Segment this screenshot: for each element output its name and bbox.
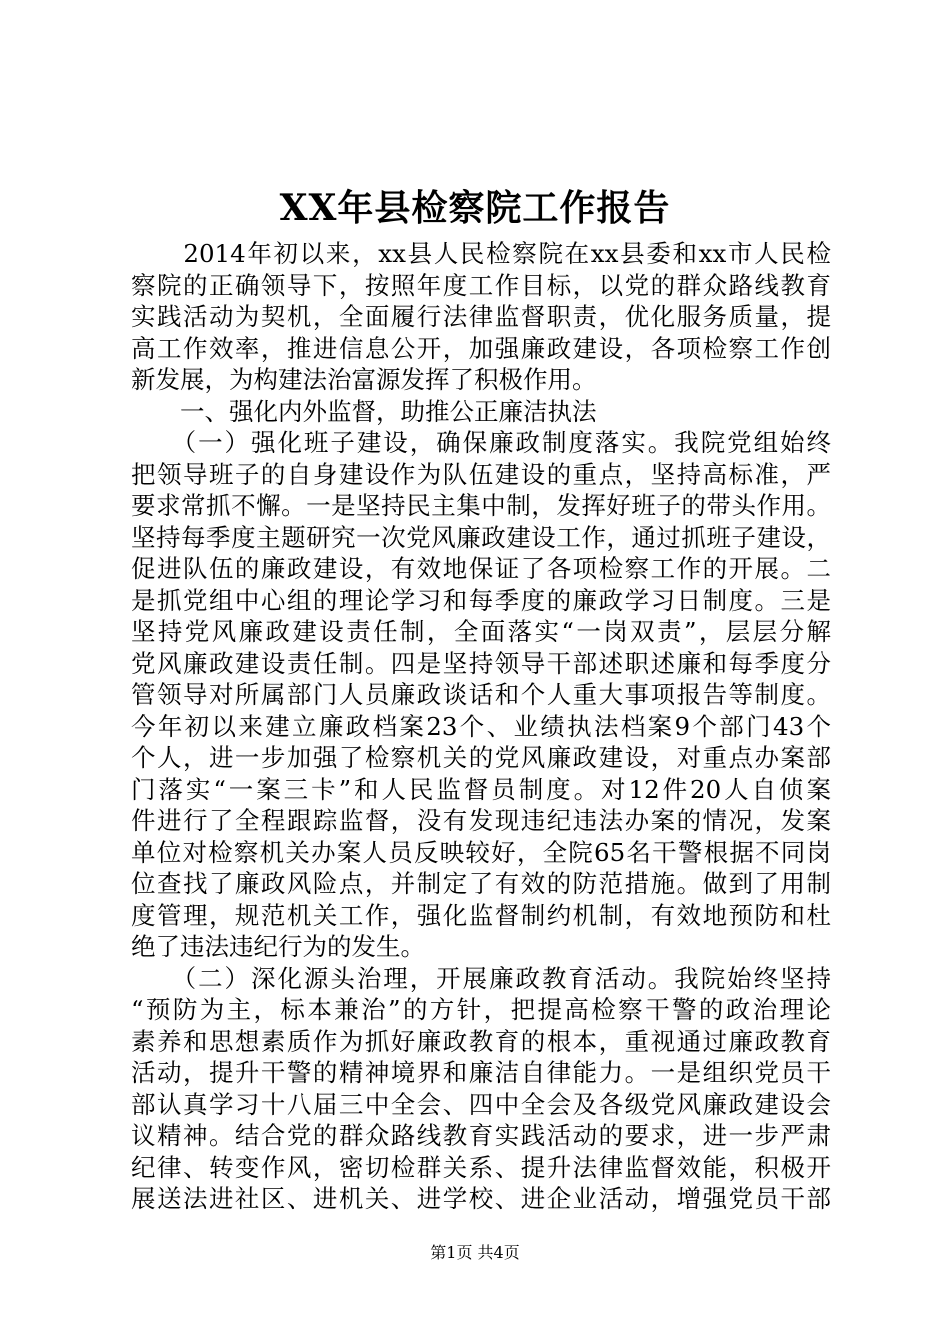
body-line: 素养和思想素质作为抓好廉政教育的根本，重视通过廉政教育 [131, 1026, 831, 1056]
body-line: 门落实“一案三卡”和人民监督员制度。对12件20人自侦案 [131, 774, 831, 804]
body-line: 坚持党风廉政建设责任制，全面落实“一岗双责”，层层分解 [131, 617, 831, 646]
body-line: 管领导对所属部门人员廉政谈话和个人重大事项报告等制度。 [131, 680, 831, 709]
body-line: 要求常抓不懈。一是坚持民主集中制，发挥好班子的带头作用。 [131, 491, 831, 520]
body-line: 促进队伍的廉政建设，有效地保证了各项检察工作的开展。二 [131, 554, 831, 583]
body-line: 活动，提升干警的精神境界和廉洁自律能力。一是组织党员干 [131, 1058, 831, 1087]
body-line: 度管理，规范机关工作，强化监督制约机制，有效地预防和杜 [131, 900, 831, 930]
body-line: 党风廉政建设责任制。四是坚持领导干部述职述廉和每季度分 [131, 648, 831, 678]
body-line: 部认真学习十八届三中全会、四中全会及各级党风廉政建设会 [131, 1089, 831, 1119]
body-line: 纪律、转变作风，密切检群关系、提升法律监督效能，积极开 [131, 1152, 831, 1182]
body-line: 察院的正确领导下，按照年度工作目标，以党的群众路线教育 [131, 270, 831, 300]
body-line: 展送法进社区、进机关、进学校、进企业活动，增强党员干部 [131, 1184, 831, 1213]
body-line: 件进行了全程跟踪监督，没有发现违纪违法办案的情况，发案 [131, 806, 831, 835]
body-line: 是抓党组中心组的理论学习和每季度的廉政学习日制度。三是 [131, 585, 831, 615]
body-line: （二）深化源头治理，开展廉政教育活动。我院始终坚持 [131, 963, 831, 993]
body-line: 坚持每季度主题研究一次党风廉政建设工作，通过抓班子建设， [131, 522, 831, 552]
document-body [131, 238, 831, 1215]
body-line: 位查找了廉政风险点，并制定了有效的防范措施。做到了用制 [131, 869, 831, 898]
body-line: 新发展，为构建法治富源发挥了积极作用。 [131, 365, 597, 394]
body-line: 绝了违法违纪行为的发生。 [131, 932, 425, 961]
body-line: 今年初以来建立廉政档案23个、业绩执法档案9个部门43个 [131, 711, 831, 741]
body-line: （一）强化班子建设，确保廉政制度落实。我院党组始终 [131, 428, 831, 457]
document-title: XX年县检察院工作报告 [279, 187, 671, 229]
body-line: 2014年初以来，xx县人民检察院在xx县委和xx市人民检 [131, 239, 831, 268]
body-line: 实践活动为契机，全面履行法律监督职责，优化服务质量，提 [131, 302, 831, 331]
body-line: “预防为主，标本兼治”的方针，把提高检察干警的政治理论 [131, 995, 831, 1024]
body-line: 把领导班子的自身建设作为队伍建设的重点，坚持高标准，严 [131, 459, 831, 489]
body-line: 议精神。结合党的群众路线教育实践活动的要求，进一步严肃 [131, 1121, 831, 1150]
body-line: 高工作效率，推进信息公开，加强廉政建设，各项检察工作创 [131, 333, 831, 363]
body-line: 单位对检察机关办案人员反映较好，全院65名干警根据不同岗 [131, 837, 831, 867]
section-heading: 一、强化内外监督，助推公正廉洁执法 [131, 396, 597, 426]
page-number-footer: 第1页 共4页 [430, 1243, 520, 1262]
body-line: 个人，进一步加强了检察机关的党风廉政建设，对重点办案部 [131, 743, 831, 772]
